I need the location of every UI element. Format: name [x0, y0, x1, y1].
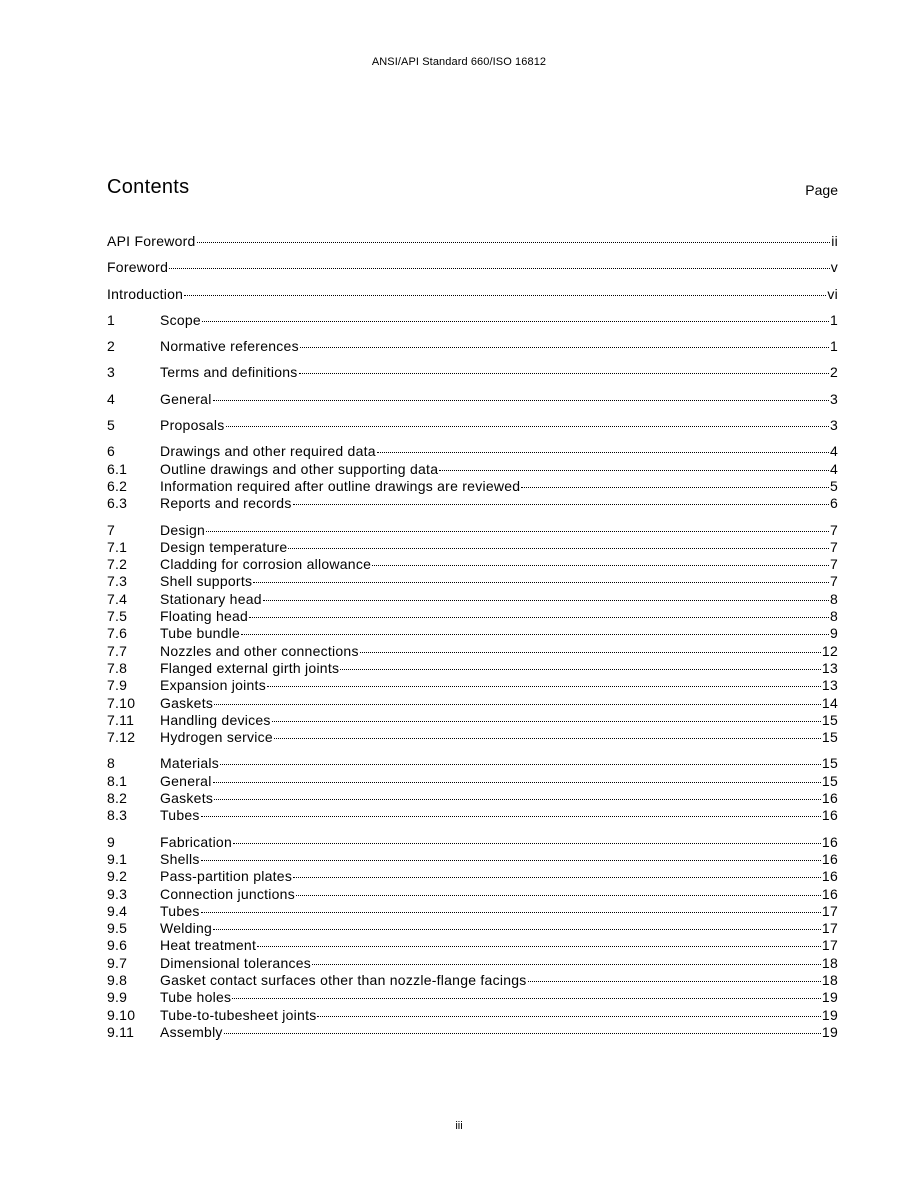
toc-dot-leader: [296, 891, 821, 896]
toc-entry-page: 14: [821, 694, 838, 711]
toc-entry-page: 1: [829, 311, 838, 328]
toc-entry[interactable]: [107, 259, 838, 276]
toc-entry-number: 7.4: [107, 590, 128, 607]
toc-dot-leader: [184, 291, 826, 296]
toc-entry[interactable]: [107, 834, 838, 851]
toc-entry-title: Scope: [160, 311, 201, 328]
toc-entry-page: 6: [829, 495, 838, 512]
toc-entry-number: 7.9: [107, 677, 128, 694]
toc-entry-number: 9: [107, 833, 116, 850]
toc-entry-title: Cladding for corrosion allowance: [160, 556, 372, 573]
toc-entry[interactable]: [107, 851, 838, 868]
toc-dot-leader: [169, 264, 830, 269]
toc-entry-number: 8: [107, 755, 116, 772]
toc-entry-title: Handling devices: [160, 711, 271, 728]
toc-dot-leader: [317, 1012, 820, 1017]
toc-entry-page: 8: [829, 590, 838, 607]
toc-dot-leader: [439, 466, 829, 471]
toc-dot-leader: [224, 1029, 821, 1034]
toc-entry-number: 7.5: [107, 608, 128, 625]
toc-entry[interactable]: [107, 807, 838, 824]
toc-dot-leader: [263, 596, 829, 601]
toc-entry-title: General: [160, 390, 212, 407]
toc-dot-leader: [201, 856, 821, 861]
toc-entry-title: Proposals: [160, 417, 225, 434]
toc-entry-title: Reports and records: [160, 495, 292, 512]
toc-entry-number: 7.11: [107, 711, 135, 728]
toc-entry-title: Fabrication: [160, 833, 233, 850]
toc-entry[interactable]: [107, 1007, 838, 1024]
toc-entry[interactable]: [107, 755, 838, 772]
toc-entry-title: Information required after outline drawings are reviewed: [160, 477, 521, 494]
toc-entry[interactable]: [107, 790, 838, 807]
toc-entry-title: Tube-to-tubesheet joints: [160, 1006, 317, 1023]
toc-dot-leader: [214, 795, 821, 800]
toc-entry-page: 19: [821, 1006, 838, 1023]
toc-dot-leader: [253, 578, 829, 583]
toc-entry[interactable]: [107, 461, 838, 478]
toc-entry-title: Connection junctions: [160, 885, 295, 902]
toc-dot-leader: [241, 630, 829, 635]
toc-entry-page: 15: [821, 729, 838, 746]
toc-entry-page: 8: [829, 608, 838, 625]
toc-entry-page: 16: [821, 885, 838, 902]
toc-entry-title: Design: [160, 521, 206, 538]
toc-entry-title: Pass-partition plates: [160, 868, 293, 885]
toc-entry-page: 9: [829, 625, 838, 642]
toc-entry-title: Gaskets: [160, 694, 214, 711]
toc-dot-leader: [293, 500, 829, 505]
toc-entry[interactable]: [107, 539, 838, 556]
toc-dot-leader: [202, 317, 829, 322]
toc-entry-title: Hydrogen service: [160, 729, 273, 746]
toc-entry-title: Tubes: [160, 807, 200, 824]
toc-entry[interactable]: [107, 677, 838, 694]
toc-entry[interactable]: [107, 443, 838, 460]
toc-entry-number: 6: [107, 443, 116, 460]
toc-entry[interactable]: [107, 608, 838, 625]
toc-entry[interactable]: [107, 478, 838, 495]
toc-entry-number: 7.6: [107, 625, 128, 642]
toc-entry-page: vi: [827, 285, 838, 302]
toc-entry[interactable]: [107, 695, 838, 712]
toc-entry-title: Stationary head: [160, 590, 262, 607]
toc-entry[interactable]: [107, 920, 838, 937]
toc-dot-leader: [214, 700, 821, 705]
toc-dot-leader: [372, 561, 829, 566]
toc-dot-leader: [300, 343, 829, 348]
toc-entry-title: Gasket contact surfaces other than nozzle-flange facings: [160, 971, 527, 988]
toc-dot-leader: [249, 613, 829, 618]
toc-entry[interactable]: [107, 286, 838, 303]
toc-entry[interactable]: [107, 972, 838, 989]
toc-entry-page: 7: [829, 521, 838, 538]
toc-entry-page: 17: [821, 902, 838, 919]
toc-entry[interactable]: [107, 937, 838, 954]
toc-entry-page: ii: [831, 233, 838, 249]
toc-entry-title: Tubes: [160, 902, 200, 919]
page-header: ANSI/API Standard 660/ISO 16812: [371, 56, 547, 68]
toc-entry-title: Assembly: [160, 1023, 223, 1040]
toc-dot-leader: [521, 483, 829, 488]
toc-entry-page: 4: [829, 460, 838, 477]
toc-entry[interactable]: [107, 417, 838, 434]
toc-entry[interactable]: [107, 573, 838, 590]
toc-dot-leader: [232, 994, 821, 999]
toc-entry-page: 19: [821, 989, 838, 1006]
toc-entry-page: 15: [821, 755, 838, 772]
toc-entry-number: 7.1: [107, 538, 128, 555]
toc-entry-number: 9.7: [107, 954, 128, 971]
toc-entry-page: 5: [829, 477, 838, 494]
toc-entry-number: 7.8: [107, 659, 128, 676]
toc-dot-leader: [528, 977, 821, 982]
toc-entry-page: 15: [821, 711, 838, 728]
toc-dot-leader: [299, 369, 829, 374]
toc-entry[interactable]: [107, 233, 838, 250]
toc-entry-number: 8.3: [107, 807, 128, 824]
toc-entry-number: 9.3: [107, 885, 128, 902]
toc-entry-page: 16: [821, 807, 838, 824]
toc-entry[interactable]: [107, 591, 838, 608]
toc-entry-number: 3: [107, 364, 116, 381]
page-column-label: Page: [805, 182, 838, 198]
toc-entry-title: General: [160, 772, 212, 789]
toc-entry-page: 7: [829, 556, 838, 573]
toc-entry[interactable]: [107, 391, 838, 408]
toc-entry-number: 9.6: [107, 937, 128, 954]
toc-entry-title: Nozzles and other connections: [160, 642, 359, 659]
toc-dot-leader: [201, 908, 821, 913]
toc-entry-title: Welding: [160, 920, 213, 937]
toc-dot-leader: [312, 960, 821, 965]
toc-entry-number: 9.8: [107, 971, 128, 988]
toc-entry-number: 5: [107, 417, 116, 434]
toc-entry-page: 2: [829, 364, 838, 381]
toc-entry-number: 7.2: [107, 556, 128, 573]
toc-entry[interactable]: [107, 495, 838, 512]
toc-entry-title: Gaskets: [160, 790, 214, 807]
toc-entry-number: 7.10: [107, 694, 136, 711]
toc-dot-leader: [213, 778, 821, 783]
toc-dot-leader: [377, 448, 829, 453]
toc-entry-page: v: [830, 259, 838, 276]
toc-entry-number: 1: [107, 311, 116, 328]
contents-title: Contents: [107, 176, 190, 198]
toc-entry-number: 9.10: [107, 1006, 136, 1023]
toc-entry-title: Introduction: [107, 285, 184, 302]
toc-entry[interactable]: [107, 1024, 838, 1041]
toc-entry-page: 7: [829, 573, 838, 590]
toc-dot-leader: [226, 422, 829, 427]
toc-entry[interactable]: [107, 643, 838, 660]
toc-entry-number: 9.2: [107, 868, 128, 885]
toc-entry-title: Shell supports: [160, 573, 253, 590]
toc-dot-leader: [293, 873, 821, 878]
toc-entry-number: 6.3: [107, 495, 128, 512]
toc-entry-page: 18: [821, 971, 838, 988]
toc-entry-number: 6.1: [107, 460, 128, 477]
toc-entry-number: 9.11: [107, 1023, 135, 1040]
toc-entry[interactable]: [107, 364, 838, 381]
toc-entry-number: 9.4: [107, 902, 128, 919]
toc-entry[interactable]: [107, 338, 838, 355]
toc-entry-number: 9.1: [107, 850, 128, 867]
toc-entry[interactable]: [107, 729, 838, 746]
toc-dot-leader: [197, 238, 831, 243]
toc-dot-leader: [220, 760, 821, 765]
toc-entry-title: Materials: [160, 755, 220, 772]
toc-entry-page: 12: [821, 642, 838, 659]
toc-entry-page: 17: [821, 937, 838, 954]
toc-entry-title: Flanged external girth joints: [160, 659, 340, 676]
toc-entry[interactable]: [107, 660, 838, 677]
table-of-contents: [107, 233, 838, 1041]
toc-entry-page: 16: [821, 833, 838, 850]
toc-entry[interactable]: [107, 955, 838, 972]
toc-entry-page: 7: [829, 538, 838, 555]
toc-dot-leader: [257, 942, 821, 947]
toc-entry-title: Heat treatment: [160, 937, 257, 954]
toc-entry-number: 9.9: [107, 989, 128, 1006]
toc-entry[interactable]: [107, 712, 838, 729]
toc-entry-number: 4: [107, 390, 116, 407]
page-number: iii: [455, 1120, 463, 1132]
toc-entry-number: 7: [107, 521, 116, 538]
toc-entry[interactable]: [107, 625, 838, 642]
toc-entry-number: 7.7: [107, 642, 128, 659]
toc-entry-title: Drawings and other required data: [160, 443, 376, 460]
toc-dot-leader: [288, 544, 829, 549]
toc-entry-page: 17: [821, 920, 838, 937]
toc-dot-leader: [213, 396, 829, 401]
toc-entry-title: Foreword: [107, 259, 169, 276]
toc-entry[interactable]: [107, 522, 838, 539]
toc-entry-title: Floating head: [160, 608, 249, 625]
toc-dot-leader: [206, 527, 829, 532]
toc-entry-page: 13: [821, 659, 838, 676]
toc-entry-number: 9.5: [107, 920, 128, 937]
toc-entry-title: API Foreword: [107, 233, 196, 249]
toc-entry[interactable]: [107, 312, 838, 329]
toc-entry-title: Tube bundle: [160, 625, 241, 642]
toc-dot-leader: [360, 648, 821, 653]
toc-dot-leader: [233, 839, 821, 844]
toc-entry[interactable]: [107, 903, 838, 920]
toc-entry-page: 4: [829, 443, 838, 460]
toc-dot-leader: [274, 734, 821, 739]
toc-entry-page: 16: [821, 868, 838, 885]
toc-entry-title: Outline drawings and other supporting data: [160, 460, 439, 477]
toc-entry-title: Tube holes: [160, 989, 232, 1006]
toc-entry-page: 15: [821, 772, 838, 789]
toc-entry-number: 8.2: [107, 790, 128, 807]
toc-entry[interactable]: [107, 868, 838, 885]
toc-entry-number: 7.12: [107, 729, 136, 746]
toc-entry-number: 8.1: [107, 772, 128, 789]
toc-entry[interactable]: [107, 556, 838, 573]
toc-dot-leader: [201, 812, 821, 817]
toc-entry-number: 7.3: [107, 573, 128, 590]
toc-entry-page: 19: [821, 1023, 838, 1040]
toc-dot-leader: [340, 665, 821, 670]
toc-entry-page: 18: [821, 954, 838, 971]
toc-dot-leader: [272, 717, 821, 722]
toc-entry-page: 1: [829, 338, 838, 355]
toc-entry[interactable]: [107, 989, 838, 1006]
toc-entry-title: Expansion joints: [160, 677, 266, 694]
toc-entry[interactable]: [107, 886, 838, 903]
toc-dot-leader: [213, 925, 821, 930]
toc-entry-number: 6.2: [107, 477, 128, 494]
toc-entry-page: 13: [821, 677, 838, 694]
toc-entry-title: Shells: [160, 850, 200, 867]
toc-dot-leader: [267, 682, 821, 687]
toc-entry-title: Design temperature: [160, 538, 288, 555]
contents-heading: [107, 176, 838, 202]
toc-entry-page: 16: [821, 790, 838, 807]
toc-entry-number: 2: [107, 338, 116, 355]
toc-entry-page: 16: [821, 850, 838, 867]
toc-entry-title: Terms and definitions: [160, 364, 298, 381]
toc-entry-page: 3: [829, 390, 838, 407]
toc-entry-title: Normative references: [160, 338, 299, 355]
toc-entry-page: 3: [829, 417, 838, 434]
toc-entry-title: Dimensional tolerances: [160, 954, 312, 971]
toc-entry[interactable]: [107, 773, 838, 790]
